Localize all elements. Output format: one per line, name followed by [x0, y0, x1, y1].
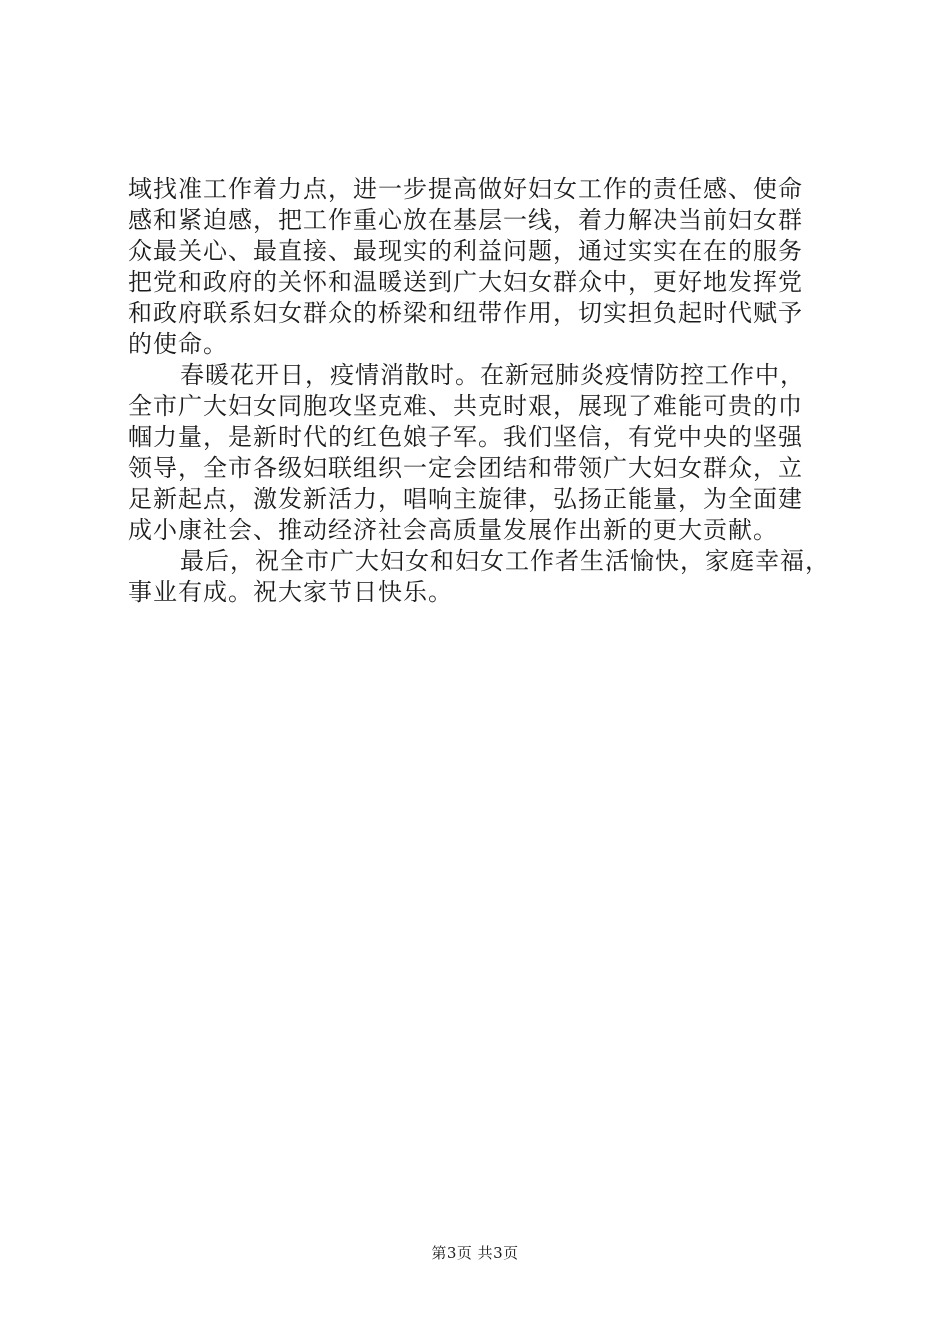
text-line: 和政府联系妇女群众的桥梁和纽带作用，切实担负起时代赋予: [128, 299, 803, 327]
text-line: 域找准工作着力点，进一步提高做好妇女工作的责任感、使命: [128, 175, 803, 203]
text-line: 帼力量，是新时代的红色娘子军。我们坚信，有党中央的坚强: [128, 423, 803, 451]
text-line: 领导，全市各级妇联组织一定会团结和带领广大妇女群众，立: [128, 454, 803, 482]
paragraph-start-line: 春暖花开日，疫情消散时。在新冠肺炎疫情防控工作中，: [180, 361, 805, 389]
text-line: 事业有成。祝大家节日快乐。: [128, 578, 453, 606]
text-line: 的使命。: [128, 330, 228, 358]
text-line: 感和紧迫感，把工作重心放在基层一线，着力解决当前妇女群: [128, 206, 803, 234]
text-line: 足新起点，激发新活力，唱响主旋律，弘扬正能量，为全面建: [128, 485, 803, 513]
page-number-footer: 第3页 共3页: [431, 1244, 519, 1262]
paragraph-start-line: 最后，祝全市广大妇女和妇女工作者生活愉快，家庭幸福，: [180, 547, 830, 575]
text-line: 成小康社会、推动经济社会高质量发展作出新的更大贡献。: [128, 516, 778, 544]
text-line: 把党和政府的关怀和温暖送到广大妇女群众中，更好地发挥党: [128, 268, 803, 296]
text-line: 全市广大妇女同胞攻坚克难、共克时艰，展现了难能可贵的巾: [128, 392, 803, 420]
body-text: [128, 174, 828, 608]
text-line: 众最关心、最直接、最现实的利益问题，通过实实在在的服务: [128, 237, 803, 265]
